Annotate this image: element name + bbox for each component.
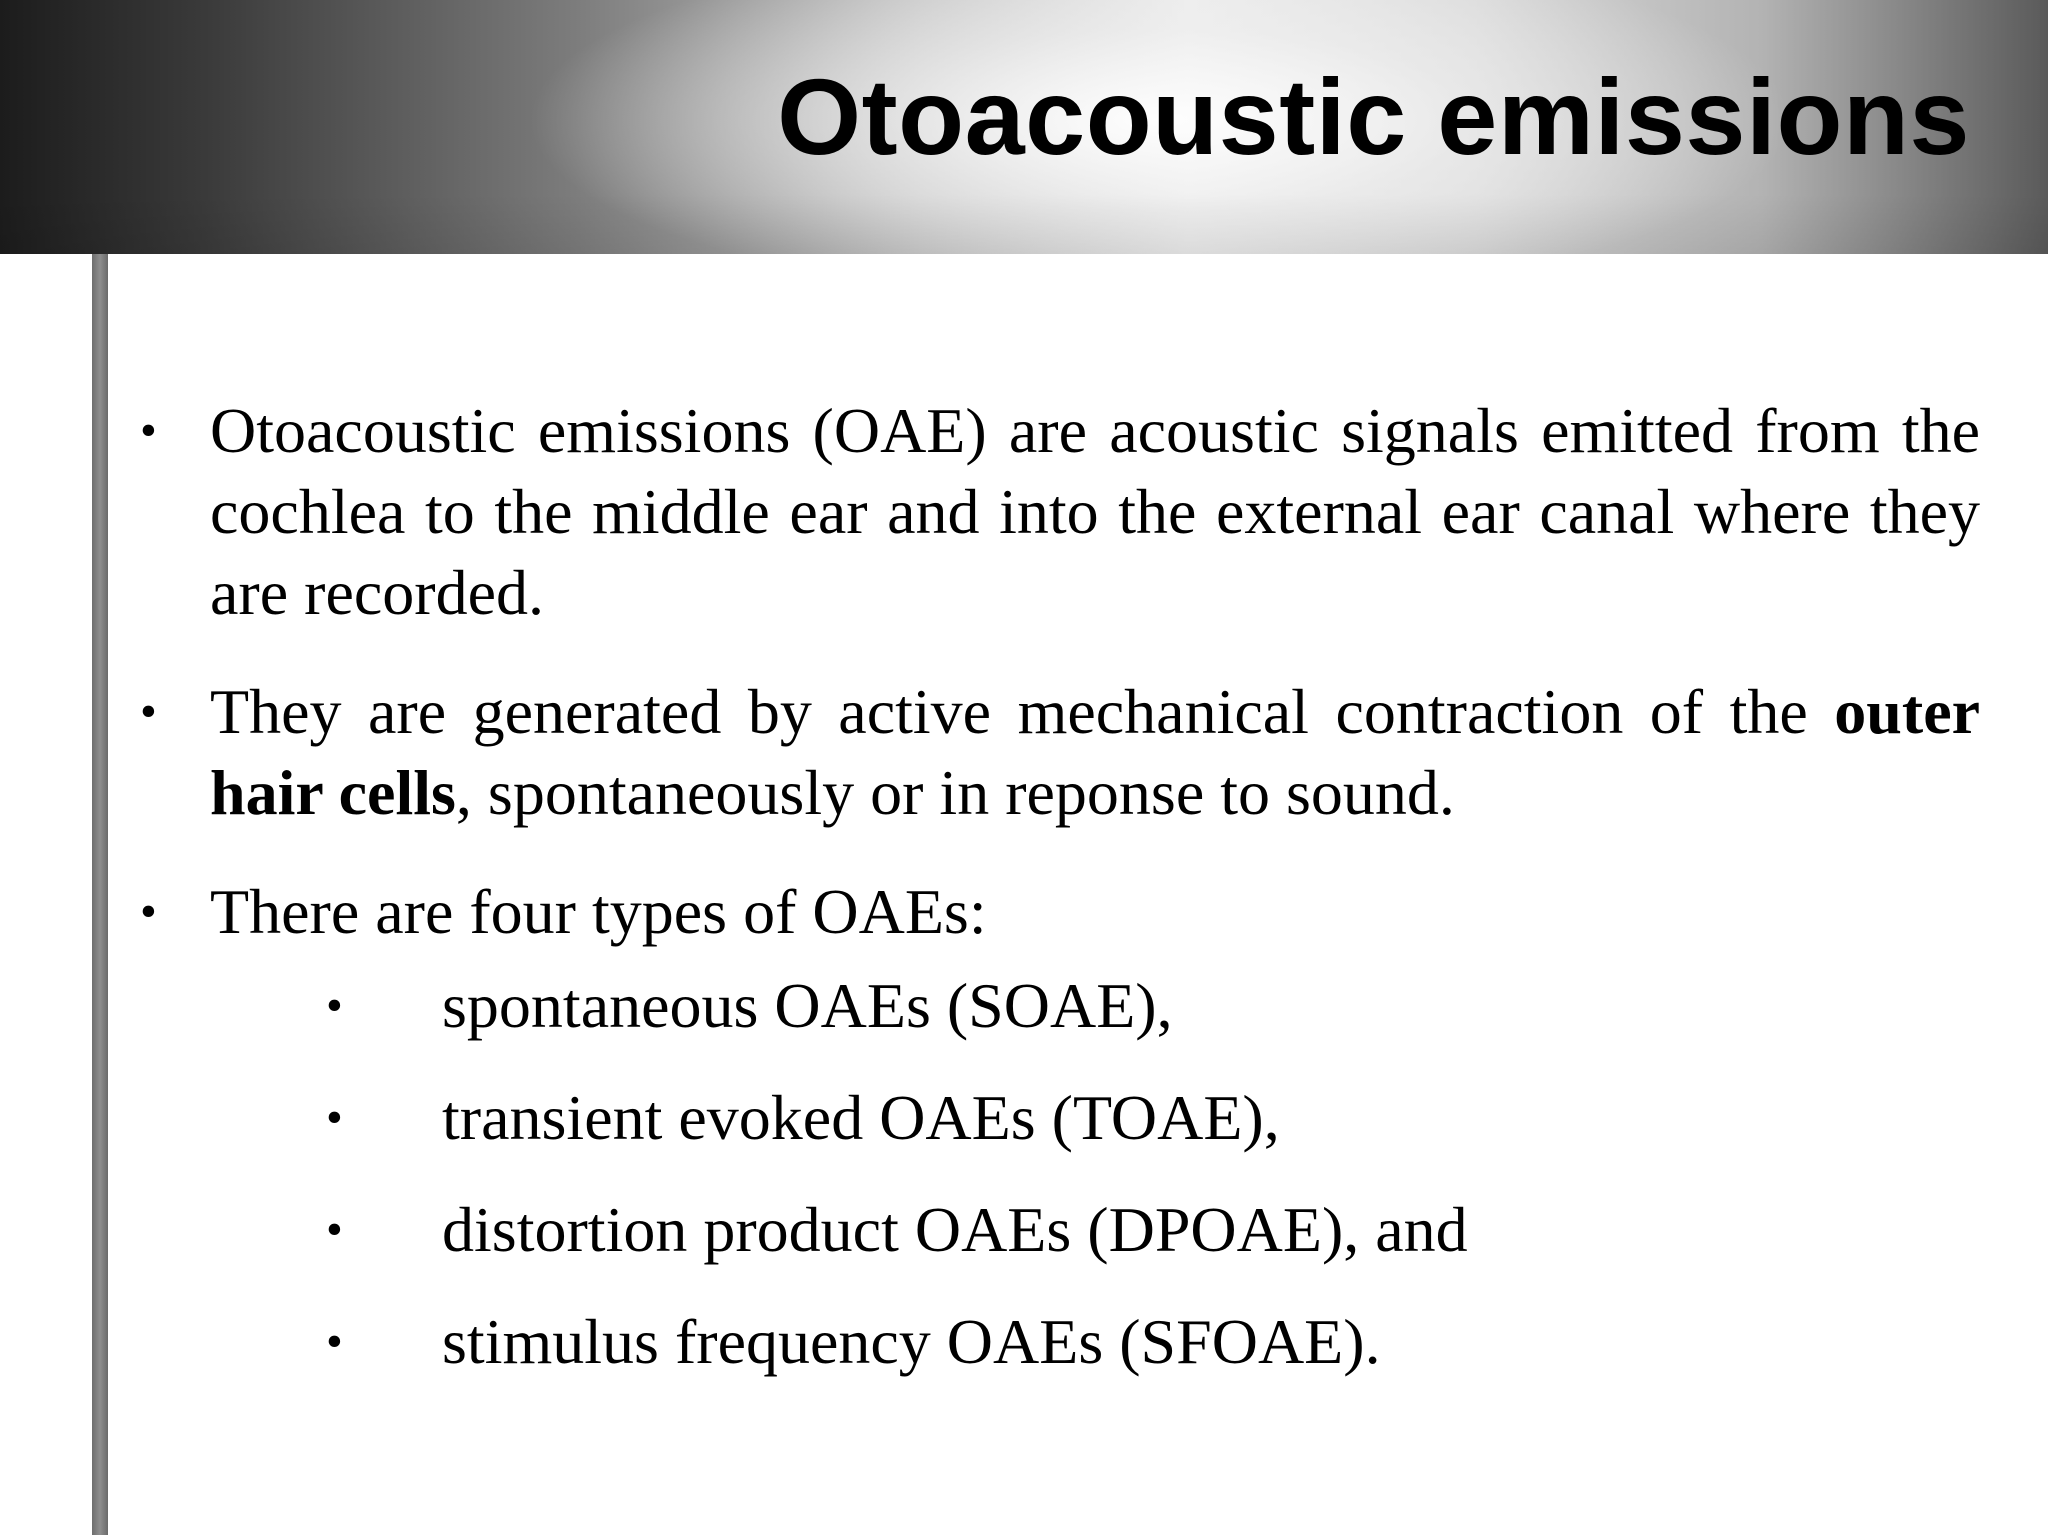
bullet-text-end: , spontaneously or in reponse to sound. (455, 757, 1455, 828)
oae-type-item (140, 1062, 1980, 1174)
oae-type-text: spontaneous OAEs (SOAE), (442, 970, 1173, 1041)
bullet-bold-term: outer hair cells (210, 676, 1980, 828)
oae-type-text: stimulus frequency OAEs (SFOAE). (442, 1306, 1381, 1377)
oae-type-item (140, 1286, 1980, 1398)
bullet-text-start: They are generated by active mechanical contraction of the (210, 676, 1835, 747)
bullet-list (140, 390, 1980, 952)
oae-type-item (140, 950, 1980, 1062)
bullet-dot: • (140, 404, 157, 457)
sub-bullet-dot: • (326, 1091, 343, 1144)
bullet-item (140, 671, 1980, 833)
oae-types-list (140, 950, 1980, 1398)
sub-bullet-dot: • (326, 979, 343, 1032)
slide-title: Otoacoustic emissions (777, 56, 1970, 177)
sub-bullet-dot: • (326, 1315, 343, 1368)
bullet-text: Otoacoustic emissions (OAE) are acoustic signals emitted from the cochlea to the middle ear and into the external ear canal where they are recorded. (210, 395, 1980, 628)
bullet-item (140, 871, 1980, 952)
bullet-dot: • (140, 885, 157, 938)
oae-type-text: distortion product OAEs (DPOAE), and (442, 1194, 1468, 1265)
oae-type-text: transient evoked OAEs (TOAE), (442, 1082, 1280, 1153)
slide-body (140, 390, 1980, 1398)
sub-bullet-dot: • (326, 1203, 343, 1256)
bullet-item (140, 390, 1980, 633)
bullet-text: There are four types of OAEs: (210, 876, 987, 947)
title-banner (0, 0, 2048, 254)
left-accent-bar (92, 254, 108, 1535)
oae-type-item (140, 1174, 1980, 1286)
bullet-dot: • (140, 685, 157, 738)
